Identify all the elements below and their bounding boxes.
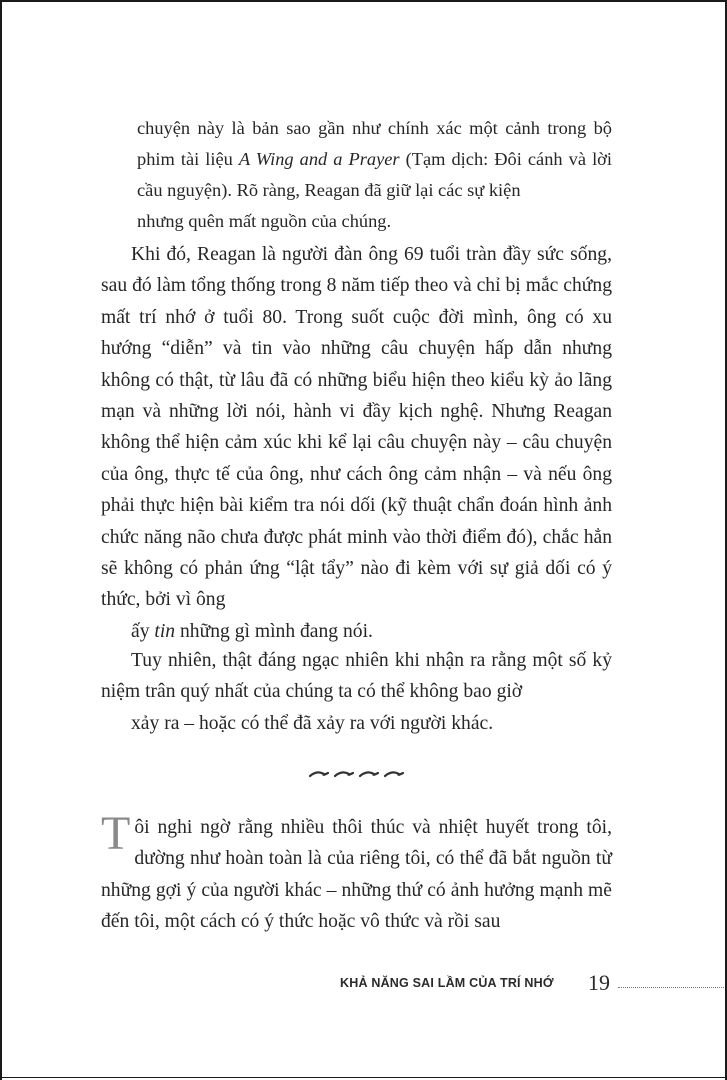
drop-cap: T: [101, 807, 131, 860]
page-number: 19: [588, 970, 610, 995]
page-border-left: [0, 0, 2, 1080]
running-head: KHẢ NĂNG SAI LẦM CỦA TRÍ NHỚ: [340, 976, 554, 990]
paragraph-2: [101, 645, 612, 739]
paragraph-1: [101, 239, 612, 647]
quote-line: và lời cầu nguyện). Rõ ràng, Reagan đã giữ lại các sự kiện: [137, 149, 613, 200]
paragraph-text: Khi đó, Reagan là người đàn ông 69 tuổi tràn đầy sức sống, sau đó làm tổng thống trong 8 năm tiếp theo và chỉ bị mắc chứng mất trí nhớ ở tuổi 80. Trong suốt cuộc đời mình, ông có xu hướng “diễn” và tin vào những câu chuyện hấp dẫn nhưng không có thật, từ lâu đã có những biểu hiện theo kiểu kỳ ảo lãng mạn và những lời nói, hành vi đầy kịch nghệ. Nhưng Reagan không thể hiện cảm xúc khi kể lại câu chuyện này – câu chuyện của ông, thực tế của ông, như cách ông cảm nhận – và nếu ông phải thực hiện bài kiểm tra nói dối (kỹ thuật chẩn đoán hình ảnh chức năng não chưa được phát minh vào thời điểm đó), chắc hẳn sẽ không có phản ứng “lật tẩy” nào đi kèm với sự giả dối có ý thức, bởi vì ông: [101, 244, 612, 611]
paragraph-text: Tuy nhiên, thật đáng ngạc nhiên khi nhận ra rằng một số kỷ niệm trân quý nhất của chúng ta có thể không bao giờ: [101, 650, 612, 703]
page-border-bottom: [0, 1077, 727, 1078]
paragraph-3: [101, 807, 612, 938]
block-quote: [137, 113, 612, 237]
footer-dotted-rule: [618, 987, 724, 988]
quote-line: chuyện này là bản sao gần như chính xác một cảnh trong: [137, 118, 587, 138]
emphasis-word: tin: [154, 620, 176, 642]
paragraph-last-line: ấy tin những gì mình đang nói.: [131, 620, 373, 642]
quote-line-last: nhưng quên mất nguồn của chúng.: [137, 211, 392, 231]
page-border-top: [0, 0, 727, 2]
page-footer: [340, 972, 726, 1000]
film-title: A Wing and a Prayer: [238, 149, 400, 169]
section-break-ornament: [308, 764, 408, 784]
paragraph-last-line: xảy ra – hoặc có thể đã xảy ra với người khác.: [131, 712, 494, 734]
paragraph-text: ôi nghi ngờ rằng nhiều thôi thúc và nhiệt huyết trong tôi, dường như hoàn toàn là của riêng tôi, có thể đã bắt nguồn từ những gợi ý của người khác – những thứ có ảnh hưởng mạnh mẽ đến tôi, một cách có ý thức hoặc vô thức và rồi sau: [101, 817, 612, 933]
quote-line-2: bộ phim tài liệu A Wing and a Prayer (Tạm dịch: Đôi cánh: [137, 118, 612, 169]
